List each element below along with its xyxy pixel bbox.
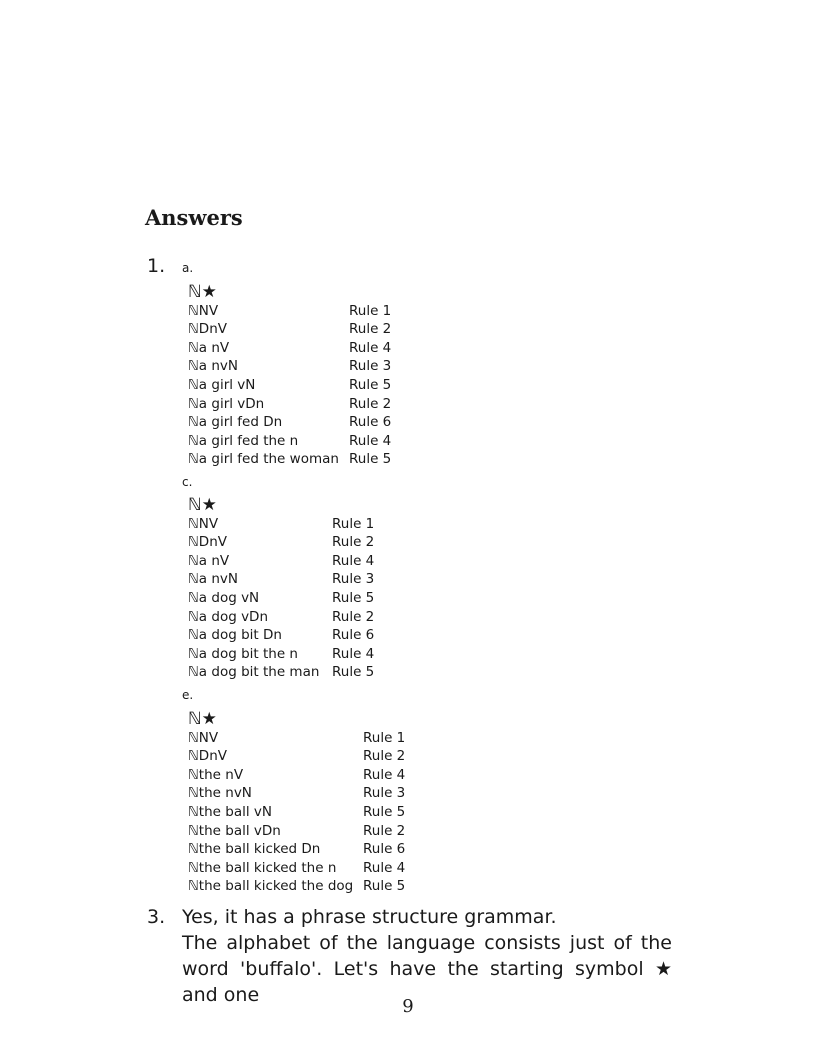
- answer-line: Yes, it has a phrase structure grammar.: [182, 906, 557, 928]
- answer-line: The alphabet of the language consists just of the word 'buffalo'. Let's have the starting symbol ★ and one: [182, 932, 672, 1006]
- step-expression: ℕDnV: [188, 321, 227, 338]
- step-expression: ℕa girl fed Dn: [188, 414, 283, 431]
- step-expression: ℕa dog vN: [188, 589, 260, 606]
- step-rule: Rule 5: [363, 803, 406, 820]
- part-label: e.: [182, 688, 194, 702]
- step-rule: Rule 1: [349, 302, 392, 319]
- step-rule: Rule 4: [363, 766, 406, 783]
- step-expression: ℕa dog bit the man: [188, 664, 320, 681]
- step-rule: Rule 3: [332, 571, 375, 588]
- step-expression: ℕa dog bit Dn: [188, 627, 282, 644]
- step-expression: ℕNV: [188, 729, 219, 746]
- step-expression: ℕa nV: [188, 552, 230, 569]
- step-rule: Rule 4: [349, 339, 392, 356]
- step-rule: Rule 2: [349, 321, 392, 338]
- step-rule: Rule 2: [332, 608, 375, 625]
- step-expression: ℕDnV: [188, 748, 227, 765]
- step-expression: ℕa girl vN: [188, 376, 256, 393]
- step-rule: Rule 6: [349, 414, 392, 431]
- question-number: 1.: [147, 255, 166, 277]
- step-rule: Rule 6: [332, 627, 375, 644]
- step-rule: Rule 5: [349, 451, 392, 468]
- step-expression: ℕa girl vDn: [188, 395, 265, 412]
- step-expression: ℕNV: [188, 515, 219, 532]
- step-rule: Rule 4: [363, 859, 406, 876]
- step-expression: ℕNV: [188, 302, 219, 319]
- section-heading: Answers: [145, 205, 243, 230]
- step-expression: ℕa dog vDn: [188, 608, 269, 625]
- step-rule: Rule 2: [363, 748, 406, 765]
- step-expression: ℕa nvN: [188, 571, 239, 588]
- step-rule: Rule 1: [363, 729, 406, 746]
- step-rule: Rule 5: [349, 376, 392, 393]
- step-expression: ℕthe ball vN: [188, 803, 272, 820]
- step-rule: Rule 2: [363, 822, 406, 839]
- step-rule: Rule 5: [363, 878, 406, 895]
- part-label: c.: [182, 475, 193, 489]
- start-symbol: ℕ★: [188, 495, 217, 515]
- page-number: 9: [402, 996, 414, 1017]
- step-rule: Rule 4: [349, 432, 392, 449]
- step-rule: Rule 2: [332, 534, 375, 551]
- step-expression: ℕthe ball vDn: [188, 822, 281, 839]
- step-rule: Rule 6: [363, 841, 406, 858]
- step-rule: Rule 5: [332, 664, 375, 681]
- start-symbol: ℕ★: [188, 282, 217, 302]
- step-rule: Rule 5: [332, 589, 375, 606]
- step-expression: ℕthe nvN: [188, 785, 252, 802]
- step-expression: ℕthe nV: [188, 766, 244, 783]
- step-expression: ℕa nvN: [188, 358, 239, 375]
- step-expression: ℕa nV: [188, 339, 230, 356]
- step-rule: Rule 4: [332, 645, 375, 662]
- question-number: 3.: [147, 906, 166, 928]
- step-expression: ℕa girl fed the woman: [188, 451, 339, 468]
- step-expression: ℕa dog bit the n: [188, 645, 298, 662]
- part-label: a.: [182, 261, 194, 275]
- step-expression: ℕa girl fed the n: [188, 432, 299, 449]
- step-rule: Rule 4: [332, 552, 375, 569]
- step-expression: ℕDnV: [188, 534, 227, 551]
- step-expression: ℕthe ball kicked the n: [188, 859, 337, 876]
- step-rule: Rule 3: [349, 358, 392, 375]
- step-rule: Rule 2: [349, 395, 392, 412]
- step-rule: Rule 3: [363, 785, 406, 802]
- start-symbol: ℕ★: [188, 709, 217, 729]
- answer-paragraph: [182, 904, 672, 1008]
- step-rule: Rule 1: [332, 515, 375, 532]
- step-expression: ℕthe ball kicked the dog: [188, 878, 354, 895]
- step-expression: ℕthe ball kicked Dn: [188, 841, 321, 858]
